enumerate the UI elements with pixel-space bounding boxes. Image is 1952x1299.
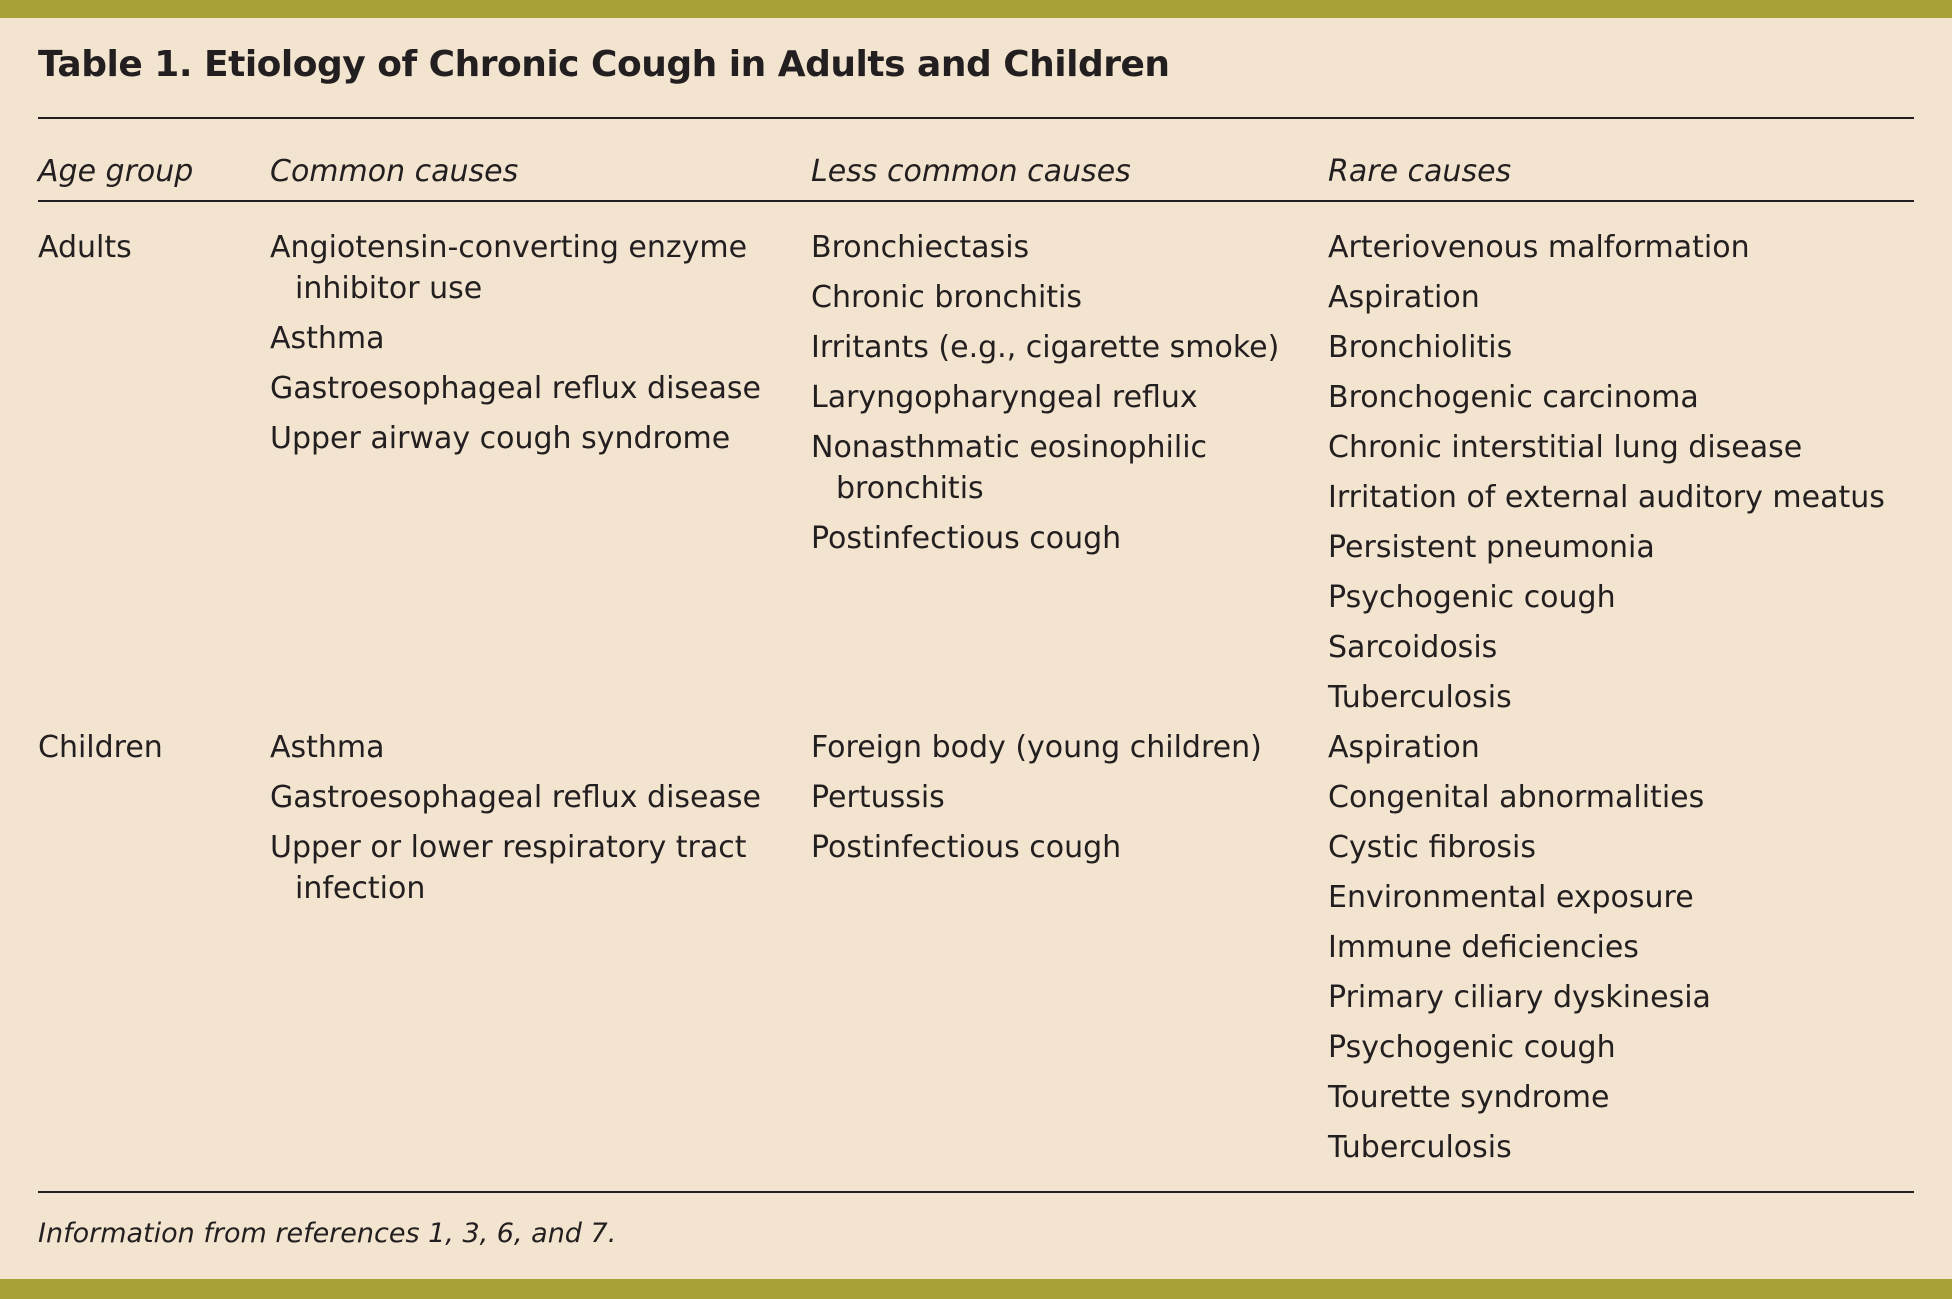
cause-item-text: Aspiration [1328,280,1480,315]
table-bottom-divider [38,1191,1914,1193]
cause-item-text: Chronic bronchitis [811,280,1083,315]
cause-item [811,727,1262,768]
cause-item [1328,327,1885,368]
cause-item-text: Irritants (e.g., cigarette smoke) [811,330,1280,365]
cause-item [270,418,761,459]
cause-item-text: Asthma [270,321,385,356]
cause-item-text: Gastroesophageal reflux disease [270,780,761,815]
cause-item [811,518,1279,559]
cause-item [1328,777,1711,818]
table-footnote: Information from references 1, 3, 6, and 7. [38,1218,617,1249]
cause-item-text: Environmental exposure [1328,880,1694,915]
cause-item [1328,727,1711,768]
cause-item-text: Cystic fibrosis [1328,830,1537,865]
cause-item-text: Aspiration [1328,730,1480,765]
row-adults-age-group: Adults [38,230,132,265]
top-accent-band [0,0,1952,18]
column-header-less-common-causes: Less common causes [811,154,1131,189]
row-children-common-causes [270,727,761,918]
cause-item-text: Pertussis [811,780,945,815]
cause-item [1328,627,1885,668]
cause-item [1328,477,1885,518]
cause-item [1328,377,1885,418]
cause-item-continuation: inhibitor use [295,271,483,306]
row-children-less-common-causes [811,727,1262,877]
cause-item [270,777,761,818]
cause-item-text: Tuberculosis [1328,1130,1512,1165]
title-divider [38,117,1914,119]
cause-item [811,277,1279,318]
cause-item [811,777,1262,818]
cause-item [270,318,761,359]
cause-item-text: Congenital abnormalities [1328,780,1705,815]
cause-item [1328,527,1885,568]
cause-item-text: Sarcoidosis [1328,630,1498,665]
cause-item [270,227,761,309]
row-children-rare-causes [1328,727,1711,1177]
cause-item-text: Laryngopharyngeal reflux [811,380,1198,415]
cause-item [270,368,761,409]
cause-item-text: Postinfectious cough [811,830,1122,865]
cause-item-text: Immune deficiencies [1328,930,1639,965]
cause-item [1328,1127,1711,1168]
column-header-age-group: Age group [38,154,194,189]
cause-item [1328,427,1885,468]
cause-item-text: Upper or lower respiratory tract [270,830,747,865]
cause-item-text: Tuberculosis [1328,680,1512,715]
cause-item [811,327,1279,368]
cause-item-text: Arteriovenous malformation [1328,230,1750,265]
cause-item [811,227,1279,268]
cause-item [1328,677,1885,718]
row-adults-less-common-causes [811,227,1279,568]
cause-item [270,727,761,768]
table-title: Table 1. Etiology of Chronic Cough in Adults and Children [38,44,1170,85]
cause-item [1328,277,1885,318]
cause-item-text: Psychogenic cough [1328,580,1616,615]
cause-item-text: Foreign body (young children) [811,730,1262,765]
cause-item-text: Asthma [270,730,385,765]
cause-item-text: Bronchiolitis [1328,330,1513,365]
cause-item [811,427,1279,509]
cause-item-text: Psychogenic cough [1328,1030,1616,1065]
cause-item [811,827,1262,868]
cause-item-text: Bronchogenic carcinoma [1328,380,1699,415]
column-header-common-causes: Common causes [270,154,519,189]
cause-item-text: Primary ciliary dyskinesia [1328,980,1711,1015]
cause-item-text: Bronchiectasis [811,230,1030,265]
row-children-age-group: Children [38,730,163,765]
cause-item-text: Nonasthmatic eosinophilic [811,430,1208,465]
cause-item-text: Postinfectious cough [811,521,1122,556]
cause-item [1328,977,1711,1018]
cause-item-text: Persistent pneumonia [1328,530,1655,565]
row-adults-common-causes [270,227,761,468]
row-adults-rare-causes [1328,227,1885,727]
cause-item [1328,877,1711,918]
cause-item-continuation: infection [295,871,426,906]
cause-item-text: Irritation of external auditory meatus [1328,480,1885,515]
cause-item-continuation: bronchitis [836,471,984,506]
cause-item [1328,1027,1711,1068]
cause-item-text: Upper airway cough syndrome [270,421,731,456]
cause-item [811,377,1279,418]
header-divider [38,200,1914,202]
bottom-accent-band [0,1279,1952,1299]
cause-item [1328,927,1711,968]
cause-item-text: Tourette syndrome [1328,1080,1610,1115]
cause-item-text: Gastroesophageal reflux disease [270,371,761,406]
cause-item [1328,1077,1711,1118]
column-header-rare-causes: Rare causes [1328,154,1512,189]
cause-item-text: Angiotensin-converting enzyme [270,230,748,265]
cause-item [1328,227,1885,268]
cause-item [1328,577,1885,618]
cause-item-text: Chronic interstitial lung disease [1328,430,1803,465]
cause-item [270,827,761,909]
cause-item [1328,827,1711,868]
